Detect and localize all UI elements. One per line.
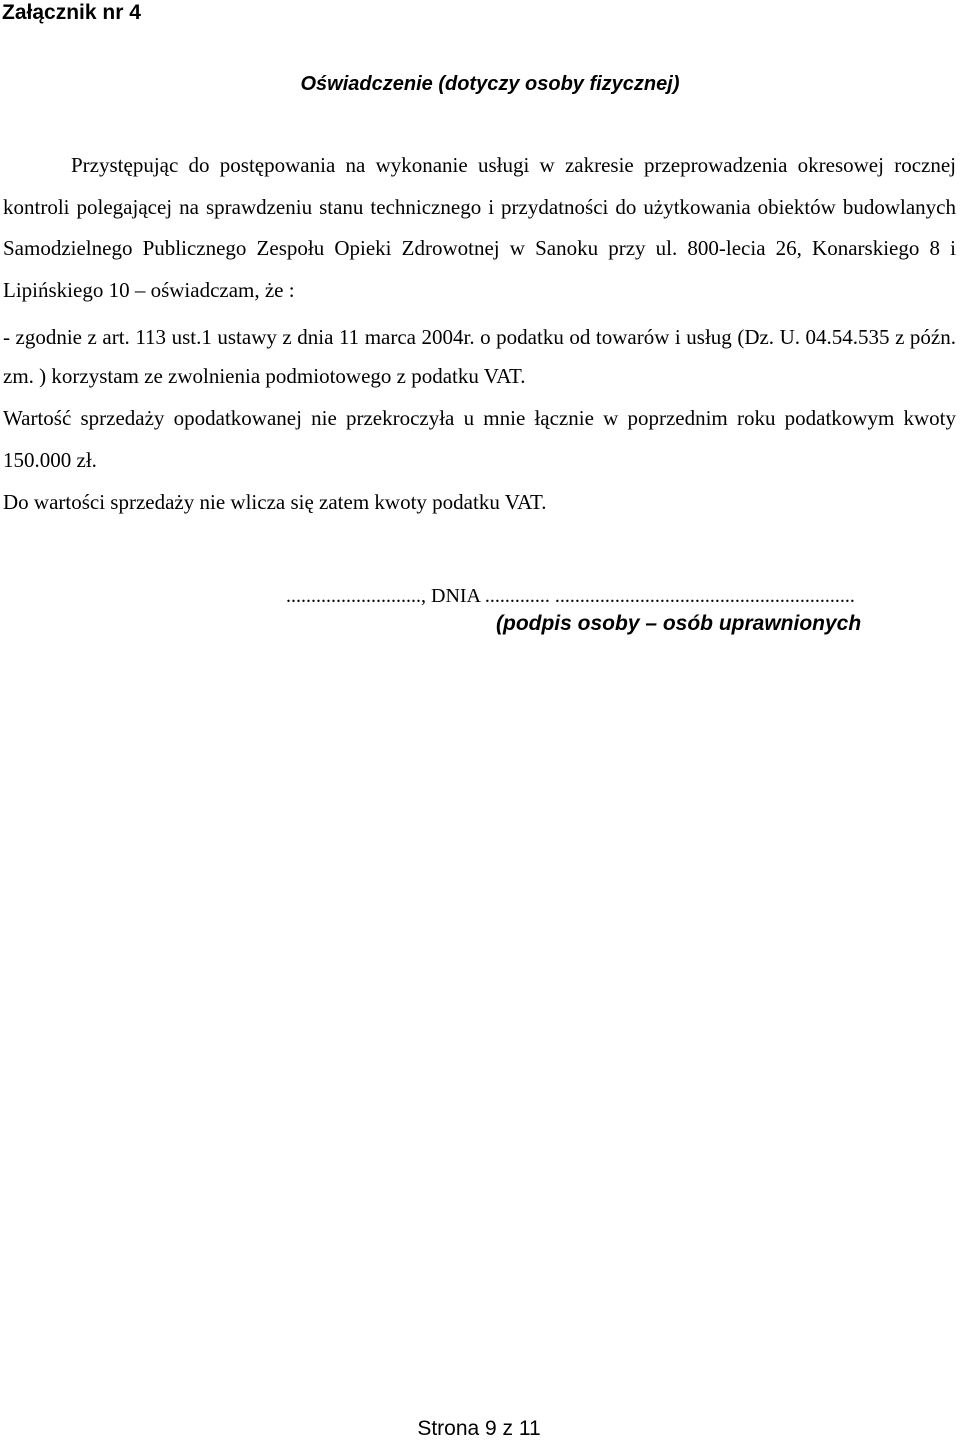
intro-paragraph: Przystępując do postępowania na wykonanie usługi w zakresie przeprowadzenia okresowej rocznej kontroli polegającej na sprawdzeniu stanu technicznego i przydatności do użytkowania obiektów budowlanych Samodzielnego Publicznego Zespołu Opieki Zdrowotnej w Sanoku przy ul. 800-lecia 26, Konarskiego 8 i Lipińskiego 10 – oświadczam, że : bbox=[3, 153, 956, 302]
signature-caption: (podpis osoby – osób uprawnionych bbox=[496, 612, 862, 635]
vat-exclusion-statement: Do wartości sprzedaży nie wlicza się zatem kwoty podatku VAT. bbox=[3, 490, 547, 514]
sales-value-statement: Wartość sprzedaży opodatkowanej nie przekroczyła u mnie łącznie w poprzednim roku podatkowym kwoty 150.000 zł. bbox=[3, 406, 956, 472]
document-title: Oświadczenie (dotyczy osoby fizycznej) bbox=[300, 73, 680, 95]
signature-date-line: ..........................., DNIA ............. ............................................................ bbox=[286, 585, 855, 607]
annex-label: Załącznik nr 4 bbox=[2, 1, 141, 24]
page-number-footer: Strona 9 z 11 bbox=[417, 1417, 541, 1440]
vat-exemption-statement: - zgodnie z art. 113 ust.1 ustawy z dnia 11 marca 2004r. o podatku od towarów i usług (Dz. U. 04.54.535 z późn. zm. ) korzystam ze zwolnienia podmiotowego z podatku VAT. bbox=[3, 325, 956, 388]
